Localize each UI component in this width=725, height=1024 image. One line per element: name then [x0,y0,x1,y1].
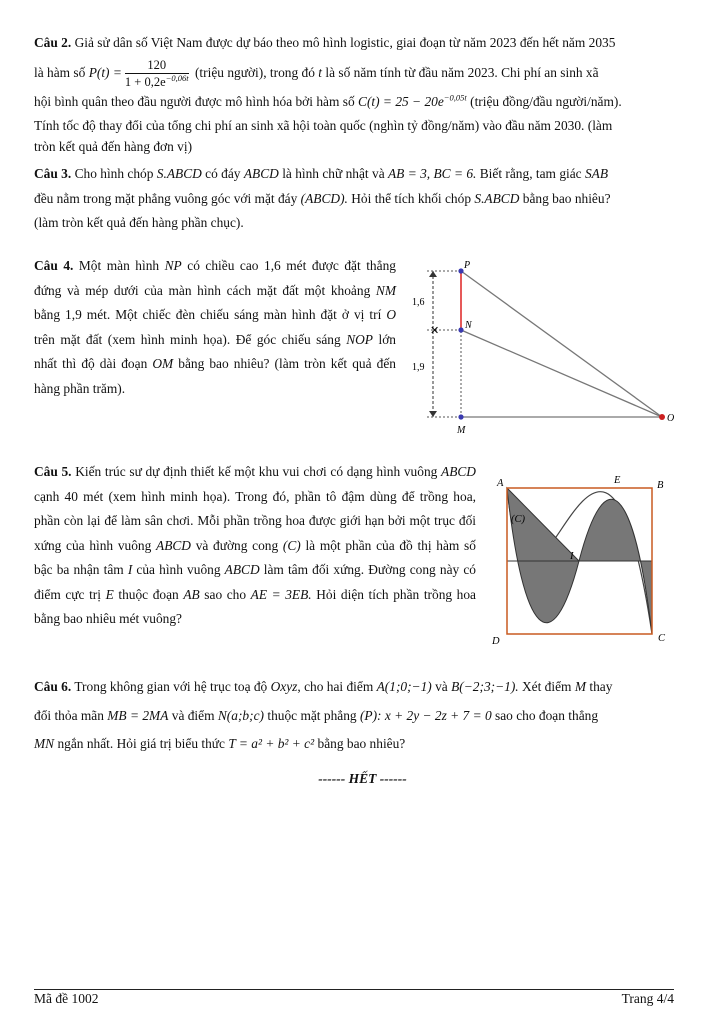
question-6: Câu 6. Trong không gian với hệ trục toạ độ Oxyz, cho hai điểm A(1;0;−1) và B(−2;3;−1). Xét điểm M thay đổi thỏa mãn MB = 2MA và điểm N(a;b;c) thuộc mặt phẳng (P): x + 2y − 2z + 7 = 0 sao cho đoạn thẳng MN ngắn nhất. Hỏi giá trị biểu thức T = a² + b² + c² bằng bao nhiêu? [34,679,613,751]
label-height-np: 1,6 [412,297,425,308]
point-o [659,414,665,420]
question-4: Câu 4. Một màn hình NP có chiều cao 1,6 mét được đặt thẳng đứng và mép dưới của màn hình cách mặt đất một khoảng NM bằng 1,9 mét. Một chiếc đèn chiếu sáng màn hình đặt ở vị trí O trên mặt đất (xem hình minh họa). Để góc chiếu sáng NOP lớn nhất thì độ dài đoạn OM bằng bao nhiêu? (làm tròn kết quả đến hàng phần trăm). [34,258,396,396]
ray-op [461,271,662,417]
question-3: Câu 3. Cho hình chóp S.ABCD có đáy ABCD là hình chữ nhật và AB = 3, BC = 6. Biết rằng, tam giác SAB đều nằm trong mặt phẳng vuông góc với mặt đáy (ABCD). Hỏi thể tích khối chóp S.ABCD bằng bao nhiêu? (làm tròn kết quả đến hàng phần chục). [34,166,611,230]
label-a: A [497,478,504,489]
label-p: P [464,260,471,271]
flower-region-left [507,488,579,623]
svg-text:✕: ✕ [430,325,440,337]
label-height-nm: 1,9 [412,362,425,373]
label-o: O [667,413,675,424]
label-i: I [570,551,574,562]
point-p [458,268,463,273]
garden-figure [490,470,675,650]
label-d: D [492,636,500,647]
end-marker: ------ HẾT ------ [318,771,407,786]
screen-light-figure [405,256,695,440]
label-curve: (C) [511,514,525,525]
question-5: Câu 5. Kiến trúc sư dự định thiết kế một khu vui chơi có dạng hình vuông ABCD cạnh 40 mét (xem hình minh họa). Trong đó, phần tô đậm dùng để trồng hoa, phần còn lại để làm sân chơi. Mỗi phần trồng hoa được giới hạn bởi một trục đối xứng của hình vuông ABCD và đường cong (C) là một phần của đồ thị hàm số bậc ba nhận tâm I của hình vuông ABCD làm tâm đối xứng. Đường cong này có điểm cực trị E thuộc đoạn AB sao cho AE = 3EB. Hỏi diện tích phần trồng hoa bằng bao nhiêu mét vuông? [34,464,476,626]
point-m [458,414,463,419]
ray-on [461,330,662,417]
exam-code: Mã đề 1002 [34,991,99,1006]
flower-region-right [579,499,652,634]
footer-divider [34,989,674,990]
cost-formula: C(t) = 25 − 20e [358,93,444,109]
label-e: E [614,475,621,486]
point-n [458,327,463,332]
logistic-formula: P(t) = [88,64,122,80]
question-2: Câu 2. Giả sử dân số Việt Nam được dự báo theo mô hình logistic, giai đoạn từ năm 2023 đến hết năm 2035 là hàm số P(t) = $\frac{120}{1 + 0,2e^{-0,06t}}$ (triệu người), trong đó t là số năm tính từ đầu năm 2023. Chi phí an sinh xã hội bình quân theo đầu người được mô hình hóa bởi hàm số $C(t) = 25 - 20e^{-0,05t}$ (triệu đồng/đầu người/năm). Tính tốc độ thay đổi của tổng chi phí an sinh xã hội toàn quốc (nghìn tỷ đồng/năm) vào đầu năm 2030. (làm tròn kết quả đến hàng đơn vị) [34,35,622,154]
label-m: M [457,425,466,436]
label-c: C [658,633,666,644]
label-n: N [465,320,472,331]
label-b: B [657,480,664,491]
page-number: Trang 4/4 [621,991,674,1006]
